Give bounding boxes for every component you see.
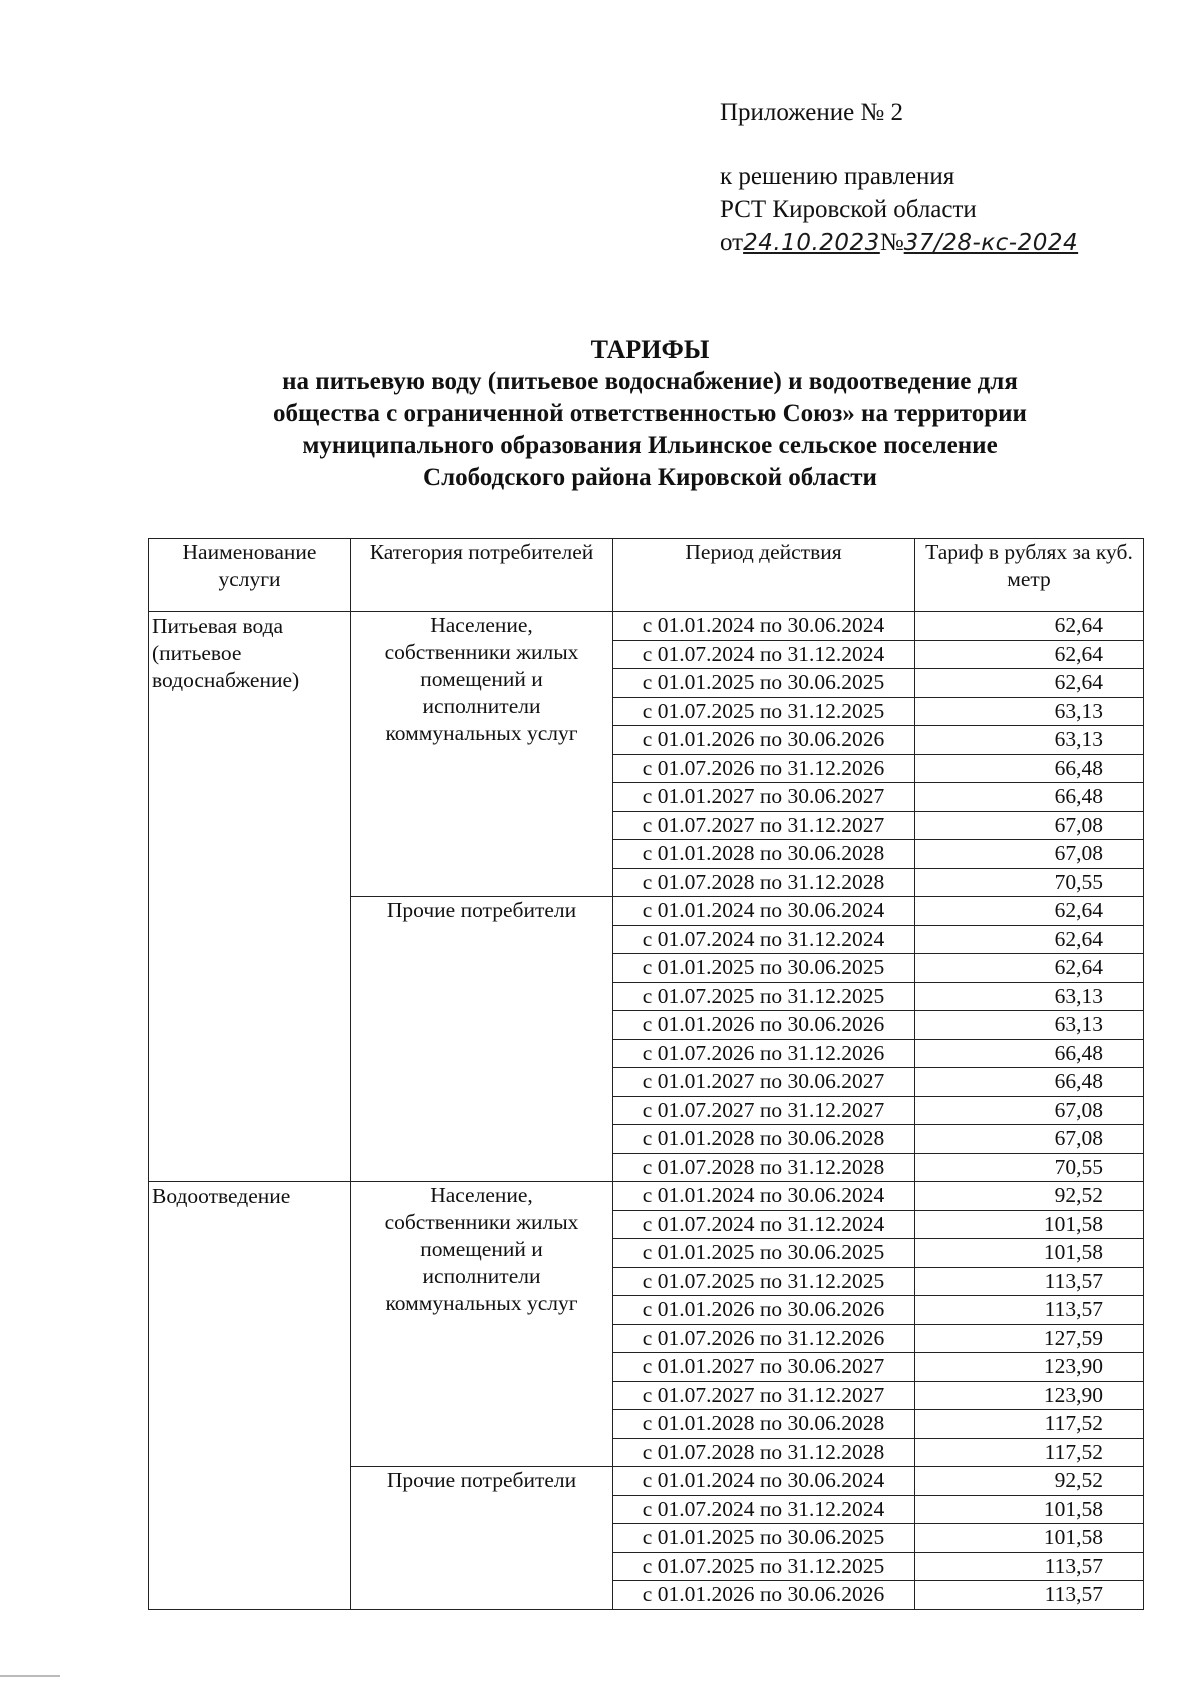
period-cell: с 01.07.2025 по 31.12.2025 [613, 982, 915, 1011]
service-cell [149, 1182, 351, 1610]
header-period: Период действия [613, 539, 915, 612]
heading-line-1: на питьевую воду (питьевое водоснабжение) и водоотведение для [282, 368, 1018, 395]
tariff-value-cell: 63,13 [915, 1011, 1144, 1040]
handwritten-date: 24.10.2023 [743, 230, 880, 256]
period-cell: с 01.01.2028 по 30.06.2028 [613, 1410, 915, 1439]
tariff-table-body [149, 612, 1144, 1610]
tariff-value-cell: 101,58 [915, 1495, 1144, 1524]
category-cell [351, 897, 613, 1182]
period-cell: с 01.07.2028 по 31.12.2028 [613, 1438, 915, 1467]
period-cell: с 01.01.2027 по 30.06.2027 [613, 783, 915, 812]
tariff-value-cell: 66,48 [915, 754, 1144, 783]
period-cell: с 01.07.2025 по 31.12.2025 [613, 1267, 915, 1296]
tariff-value-cell: 113,57 [915, 1552, 1144, 1581]
period-cell: с 01.07.2026 по 31.12.2026 [613, 754, 915, 783]
period-cell: с 01.07.2026 по 31.12.2026 [613, 1039, 915, 1068]
tariff-table [148, 538, 1144, 1610]
tariff-value-cell: 117,52 [915, 1438, 1144, 1467]
document-title: ТАРИФЫ [590, 335, 710, 364]
tariff-value-cell: 67,08 [915, 840, 1144, 869]
heading-line-3: муниципального образования Ильинское сельское поселение [302, 432, 998, 459]
period-cell: с 01.07.2024 по 31.12.2024 [613, 1210, 915, 1239]
period-cell: с 01.07.2024 по 31.12.2024 [613, 1495, 915, 1524]
period-cell: с 01.07.2027 по 31.12.2027 [613, 811, 915, 840]
tariff-value-cell: 92,52 [915, 1467, 1144, 1496]
period-cell: с 01.01.2026 по 30.06.2026 [613, 726, 915, 755]
tariff-value-cell: 113,57 [915, 1267, 1144, 1296]
tariff-value-cell: 127,59 [915, 1324, 1144, 1353]
service-name: Питьевая вода (питьевое водоснабжение) [152, 614, 300, 692]
tariff-value-cell: 62,64 [915, 612, 1144, 641]
period-cell: с 01.01.2026 по 30.06.2026 [613, 1581, 915, 1610]
period-cell: с 01.07.2026 по 31.12.2026 [613, 1324, 915, 1353]
tariff-value-cell: 101,58 [915, 1210, 1144, 1239]
appendix-line-2: РСТ Кировской области [720, 196, 977, 223]
tariff-value-cell: 123,90 [915, 1381, 1144, 1410]
document-heading [150, 334, 1150, 494]
tariff-value-cell: 62,64 [915, 925, 1144, 954]
tariff-value-cell: 101,58 [915, 1524, 1144, 1553]
tariff-value-cell: 92,52 [915, 1182, 1144, 1211]
period-cell: с 01.01.2026 по 30.06.2026 [613, 1296, 915, 1325]
tariff-value-cell: 67,08 [915, 1125, 1144, 1154]
period-cell: с 01.01.2025 по 30.06.2025 [613, 1239, 915, 1268]
period-cell: с 01.07.2028 по 31.12.2028 [613, 868, 915, 897]
period-cell: с 01.01.2027 по 30.06.2027 [613, 1068, 915, 1097]
period-cell: с 01.01.2024 по 30.06.2024 [613, 612, 915, 641]
tariff-value-cell: 113,57 [915, 1581, 1144, 1610]
tariff-value-cell: 63,13 [915, 697, 1144, 726]
period-cell: с 01.01.2028 по 30.06.2028 [613, 840, 915, 869]
tariff-value-cell: 62,64 [915, 897, 1144, 926]
period-cell: с 01.01.2025 по 30.06.2025 [613, 669, 915, 698]
header-tariff: Тариф в рублях за куб. метр [915, 539, 1144, 612]
period-cell: с 01.01.2025 по 30.06.2025 [613, 1524, 915, 1553]
period-cell: с 01.07.2024 по 31.12.2024 [613, 925, 915, 954]
table-row [149, 1182, 1144, 1211]
period-cell: с 01.01.2024 по 30.06.2024 [613, 897, 915, 926]
table-header-row [149, 539, 1144, 612]
date-prefix: от [720, 229, 744, 256]
service-name: Водоотведение [152, 1184, 291, 1208]
tariff-value-cell: 63,13 [915, 726, 1144, 755]
tariff-value-cell: 67,08 [915, 811, 1144, 840]
header-category: Категория потребителей [351, 539, 613, 612]
tariff-value-cell: 66,48 [915, 1068, 1144, 1097]
period-cell: с 01.01.2028 по 30.06.2028 [613, 1125, 915, 1154]
tariff-value-cell: 101,58 [915, 1239, 1144, 1268]
tariff-value-cell: 66,48 [915, 1039, 1144, 1068]
header-service: Наименование услуги [149, 539, 351, 612]
tariff-value-cell: 117,52 [915, 1410, 1144, 1439]
tariff-value-cell: 113,57 [915, 1296, 1144, 1325]
category-name: Население, собственники жилых помещений и исполнители коммунальных услуг [384, 1183, 579, 1315]
scan-edge-mark [0, 1675, 60, 1677]
period-cell: с 01.07.2027 по 31.12.2027 [613, 1096, 915, 1125]
period-cell: с 01.07.2028 по 31.12.2028 [613, 1153, 915, 1182]
period-cell: с 01.07.2025 по 31.12.2025 [613, 697, 915, 726]
tariff-value-cell: 70,55 [915, 1153, 1144, 1182]
heading-line-2: общества с ограниченной ответственностью Союз» на территории [273, 400, 1027, 427]
period-cell: с 01.01.2027 по 30.06.2027 [613, 1353, 915, 1382]
category-cell [351, 612, 613, 897]
category-name: Прочие потребители [386, 898, 577, 922]
number-prefix: № [879, 229, 904, 256]
tariff-value-cell: 62,64 [915, 640, 1144, 669]
tariff-value-cell: 62,64 [915, 669, 1144, 698]
appendix-line-1: к решению правления [720, 163, 955, 190]
category-name: Население, собственники жилых помещений и исполнители коммунальных услуг [384, 613, 579, 745]
tariff-value-cell: 63,13 [915, 982, 1144, 1011]
tariff-value-cell: 66,48 [915, 783, 1144, 812]
category-name: Прочие потребители [386, 1468, 577, 1492]
category-cell [351, 1182, 613, 1467]
period-cell: с 01.07.2024 по 31.12.2024 [613, 640, 915, 669]
heading-line-4: Слободского района Кировской области [423, 464, 877, 491]
period-cell: с 01.01.2025 по 30.06.2025 [613, 954, 915, 983]
service-cell [149, 612, 351, 1182]
tariff-value-cell: 123,90 [915, 1353, 1144, 1382]
appendix-title: Приложение № 2 [720, 99, 904, 126]
table-row [149, 612, 1144, 641]
period-cell: с 01.01.2024 по 30.06.2024 [613, 1467, 915, 1496]
period-cell: с 01.01.2024 по 30.06.2024 [613, 1182, 915, 1211]
period-cell: с 01.07.2025 по 31.12.2025 [613, 1552, 915, 1581]
category-cell [351, 1467, 613, 1610]
appendix-date-number [720, 226, 1078, 260]
tariff-value-cell: 70,55 [915, 868, 1144, 897]
tariff-value-cell: 62,64 [915, 954, 1144, 983]
handwritten-number: 37/28-кс-2024 [903, 230, 1079, 256]
tariff-value-cell: 67,08 [915, 1096, 1144, 1125]
period-cell: с 01.07.2027 по 31.12.2027 [613, 1381, 915, 1410]
period-cell: с 01.01.2026 по 30.06.2026 [613, 1011, 915, 1040]
